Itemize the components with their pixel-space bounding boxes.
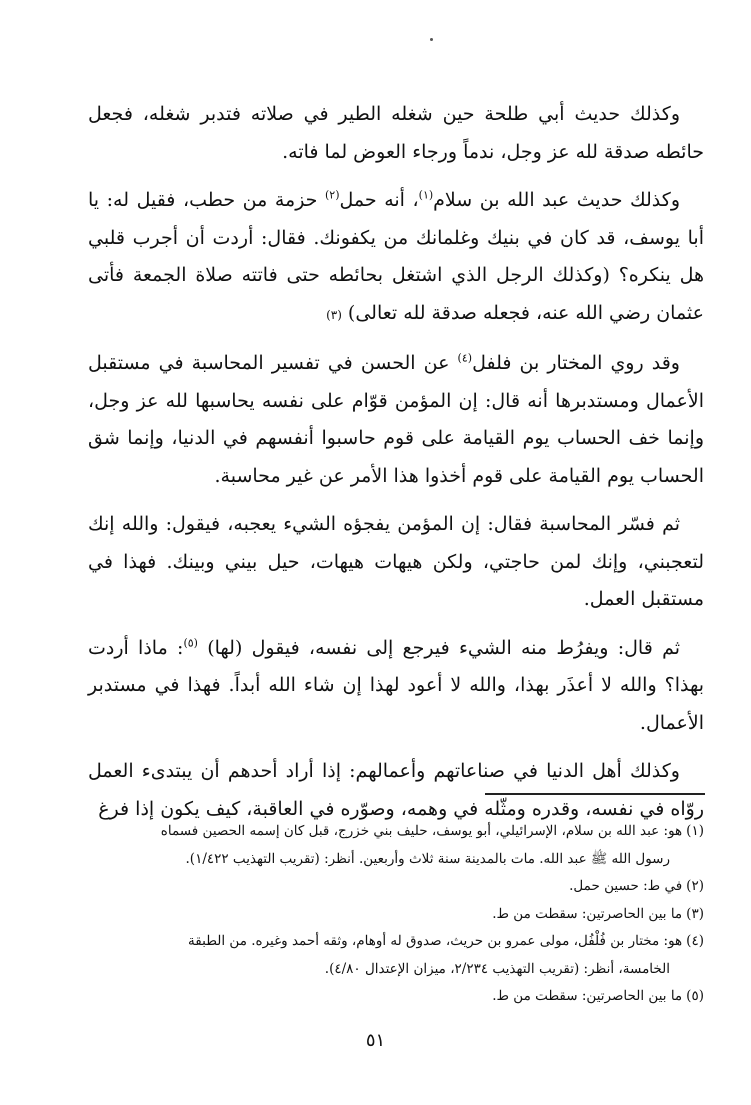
paragraph: [88, 345, 704, 495]
footnotes: [95, 818, 704, 1011]
text-run: وكذلك أهل الدنيا في صناعاتهم وأعمالهم: إذا أراد أحدهم أن يبتدىء العمل روّاه في نفسه، وقدره ومثّله في وهمه، وصوّره في العاقبة، كيف يكون إذا فرغ: [88, 760, 704, 820]
footnote-number: (٤): [686, 933, 704, 949]
paragraph: [88, 96, 704, 171]
text-run: ثم فسّر المحاسبة فقال: إن المؤمن يفجؤه الشيء يعجبه، فيقول: والله إنك لتعجبني، وإنك لمن حاجتي، ولكن هيهات هيهات، حيل بيني وبينك. فهذا في مستقبل العمل.: [88, 513, 704, 610]
text-run: وكذلك حديث عبد الله بن سلام: [433, 189, 680, 211]
footnote-ref: (٣): [326, 307, 342, 322]
text-run: وكذلك حديث أبي طلحة حين شغله الطير في صلاته فتدبر شغله، فجعل حائطه صدقة لله عز وجل، ندماً ورجاء العوض لما فاته.: [88, 103, 704, 163]
footnote-ref: (١): [418, 188, 434, 202]
page-number: ٥١: [365, 1030, 386, 1051]
text-run: : ماذا أردت بهذا؟ والله لا أعذَر بهذا، والله لا أعود لهذا إن شاء الله أبداً. فهذا في مستدبر الأعمال.: [88, 636, 704, 734]
text-run: ثم قال: ويفرُط منه الشيء فيرجع إلى نفسه، فيقول (لها): [197, 636, 680, 659]
paragraph: [88, 182, 704, 334]
footnote-ref: (٢): [325, 188, 340, 202]
text-run: ، أنه حمل: [339, 189, 419, 211]
footnote-text: الخامسة، أنظر: (تقريب التهذيب ٢/٢٣٤، ميزان الإعتدال ٤/٨٠).: [324, 960, 670, 977]
footnote-text: هو: عبد الله بن سلام، الإسرائيلي، أبو يوسف، حليف بني خزرج، قبل كان إسمه الحصين فسماه: [160, 823, 683, 839]
main-text: [88, 96, 704, 839]
footnote-number: (٢): [686, 878, 704, 894]
paragraph: [88, 506, 704, 619]
footnote-text: هو: مختار بن فُلْفُل، مولى عمرو بن حريث، صدوق له أوهام، وثقه أحمد وغيره. من الطبقة: [188, 933, 683, 949]
footnote-number: (١): [686, 823, 704, 839]
footnote: [95, 818, 704, 873]
footnote-text: ما بين الحاصرتين: سقطت من ط.: [492, 988, 683, 1004]
paragraph: [88, 630, 704, 743]
scan-mark: [430, 38, 433, 41]
paragraph: [88, 753, 704, 828]
text-run: حزمة من حطب، فقيل له: يا أبا يوسف، قد كان في بنيك وغلمانك من يكفونك. فقال: أردت أن أجرب قلبي هل ينكره؟ (وكذلك الرجل الذي اشتغل بحائطه حتى فاتته صلاة الجمعة فأتى عثمان رضي الله عنه، فجعله صدقة لله تعالى): [88, 189, 704, 324]
text-run: وقد روي المختار بن فلفل: [472, 352, 680, 374]
footnote: [95, 901, 704, 929]
footnote-number: (٥): [686, 988, 704, 1004]
footnote: [95, 873, 704, 901]
text-run: عن الحسن في تفسير المحاسبة في مستقبل الأعمال ومستدبرها أنه قال: إن المؤمن قوّام على نفسه يحاسبها لله عز وجل، وإنما خف الحساب يوم القيامة على قوم حاسبوا أنفسهم في الدنيا، وإنما شق الحساب يوم القيامة على قوم أخذوا هذا الأمر عن غير محاسبة.: [88, 352, 704, 487]
footnote-text: رسول الله ﷺ عبد الله. مات بالمدينة سنة ثلاث وأربعين. أنظر: (تقريب التهذيب ١/٤٢٢).: [185, 850, 670, 867]
footnote-number: (٣): [686, 905, 704, 922]
footnote-ref: (٤): [457, 351, 473, 365]
footnote-text: في ط: حسين حمل.: [569, 878, 683, 894]
footnote-text: ما بين الحاصرتين: سقطت من ط.: [492, 905, 683, 922]
footnote-ref: (٥): [183, 636, 198, 650]
footnote-separator: [485, 793, 705, 795]
footnote: [95, 983, 704, 1011]
footnote: [95, 928, 704, 983]
